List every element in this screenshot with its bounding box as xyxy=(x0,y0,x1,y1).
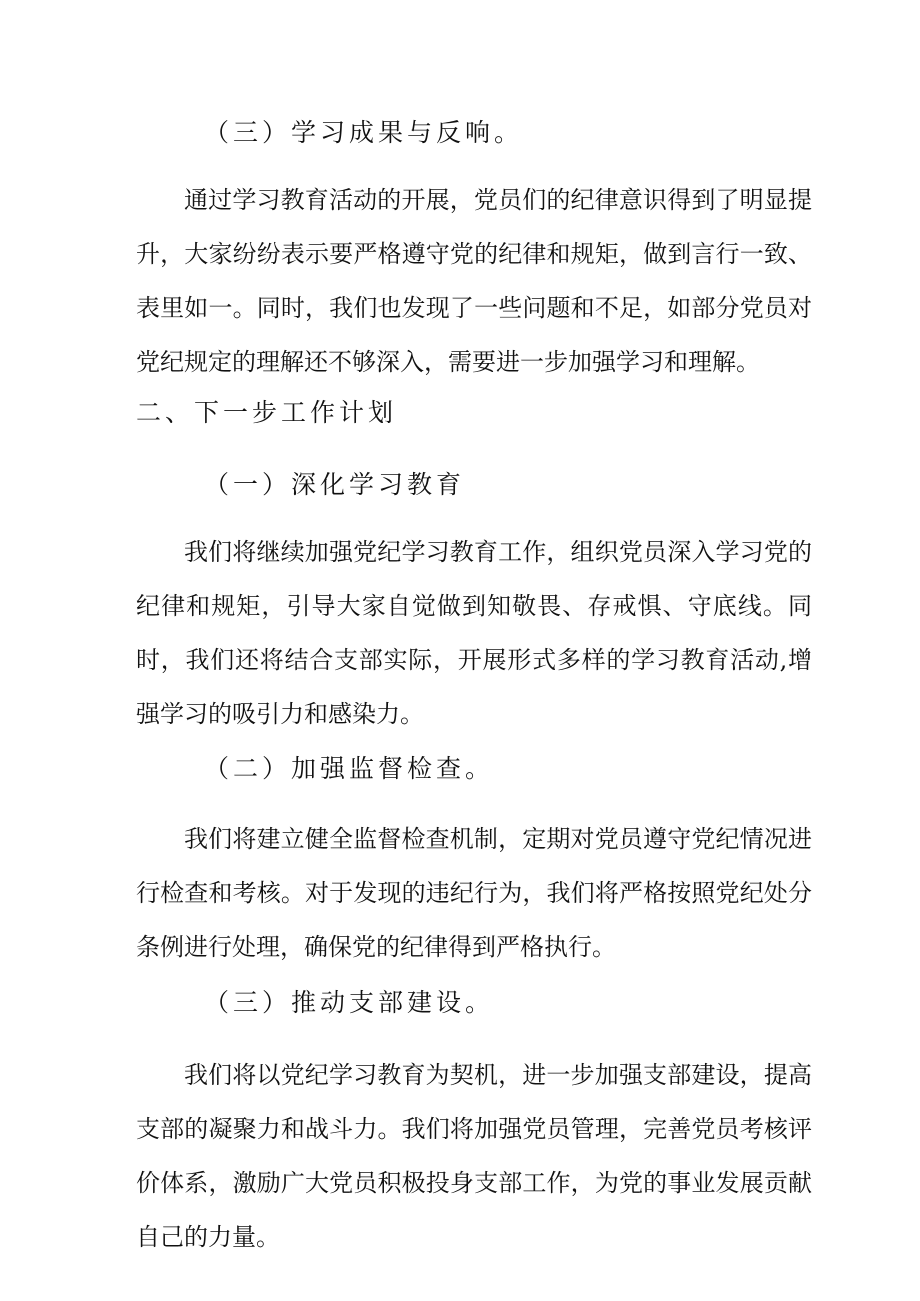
section-heading-results: （三）学习成果与反响。 xyxy=(204,118,524,147)
subheading-deepen-learning: （一）深化学习教育 xyxy=(204,470,466,499)
paragraph-deepen-learning: 我们将继续加强党纪学习教育工作，组织党员深入学习党的纪律和规矩，引导大家自觉做到知敬畏、存戒惧、守底线。同时，我们还将结合支部实际，开展形式多样的学习教育活动,增强学习的吸引力和感染力。 xyxy=(136,538,812,728)
paragraph-results: 通过学习教育活动的开展，党员们的纪律意识得到了明显提升，大家纷纷表示要严格遵守党的纪律和规矩，做到言行一致、表里如一。同时，我们也发现了一些问题和不足，如部分党员对党纪规定的理解还不够深入，需要进一步加强学习和理解。 xyxy=(136,186,812,376)
paragraph-supervision: 我们将建立健全监督检查机制，定期对党员遵守党纪情况进行检查和考核。对于发现的违纪行为，我们将严格按照党纪处分条例进行处理，确保党的纪律得到严格执行。 xyxy=(136,825,812,961)
subheading-branch-building: （三）推动支部建设。 xyxy=(204,988,495,1017)
section-heading-next-plan: 二、下一步工作计划 xyxy=(136,398,398,427)
subheading-supervision: （二）加强监督检查。 xyxy=(204,754,495,783)
paragraph-branch-building: 我们将以党纪学习教育为契机，进一步加强支部建设，提高支部的凝聚力和战斗力。我们将加强党员管理，完善党员考核评价体系，激励广大党员积极投身支部工作，为党的事业发展贡献自己的力量。 xyxy=(136,1061,812,1251)
